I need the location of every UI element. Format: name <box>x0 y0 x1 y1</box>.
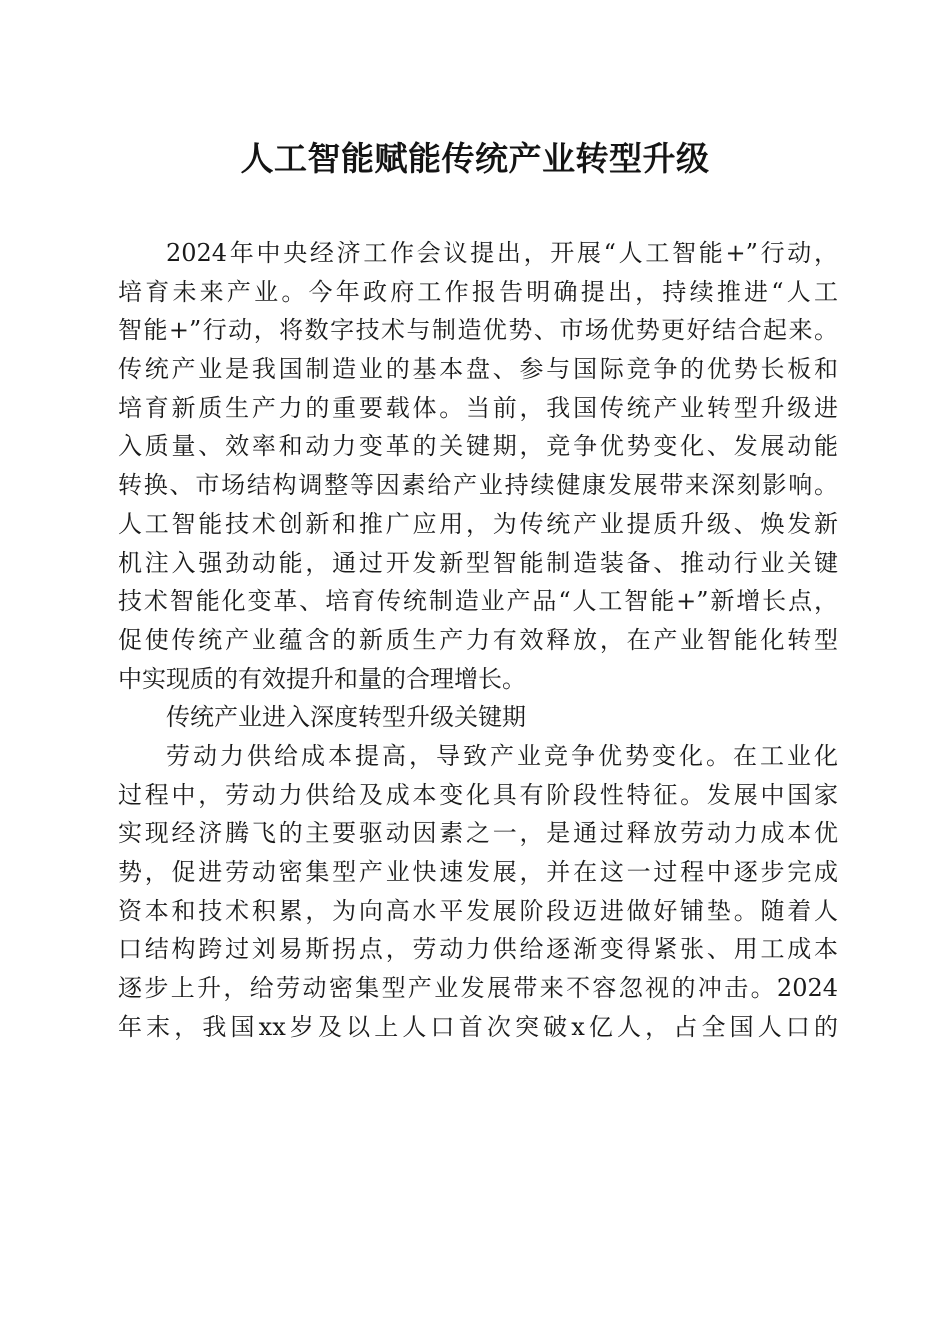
document-body <box>118 234 838 1046</box>
text-line: 口结构跨过刘易斯拐点，劳动力供给逐渐变得紧张、用工成本 <box>118 935 838 964</box>
text-line: 2024年中央经济工作会议提出，开展“人工智能+”行动， <box>166 239 838 267</box>
document-title: 人工智能赋能传统产业转型升级 <box>240 139 710 178</box>
text-line: 资本和技术积累，为向高水平发展阶段迈进做好铺垫。随着人 <box>118 896 838 925</box>
text-line: 势，促进劳动密集型产业快速发展，并在这一过程中逐步完成 <box>118 858 838 886</box>
text-line: 技术智能化变革、培育传统制造业产品“人工智能+”新增长点， <box>118 587 838 616</box>
text-line: 逐步上升，给劳动密集型产业发展带来不容忽视的冲击。2024 <box>118 974 838 1003</box>
text-line: 过程中，劳动力供给及成本变化具有阶段性特征。发展中国家 <box>118 780 838 809</box>
text-line: 培育新质生产力的重要载体。当前，我国传统产业转型升级进 <box>118 393 838 422</box>
text-line: 促使传统产业蕴含的新质生产力有效释放，在产业智能化转型 <box>118 625 838 654</box>
text-line: 转换、市场结构调整等因素给产业持续健康发展带来深刻影响。 <box>118 471 838 500</box>
text-line: 机注入强劲动能，通过开发新型智能制造装备、推动行业关键 <box>118 548 838 577</box>
text-line: 年末，我国xx岁及以上人口首次突破x亿人，占全国人口的 <box>118 1012 838 1041</box>
text-line: 传统产业是我国制造业的基本盘、参与国际竞争的优势长板和 <box>118 355 838 384</box>
section-heading: 传统产业进入深度转型升级关键期 <box>166 703 526 732</box>
text-line: 劳动力供给成本提高，导致产业竞争优势变化。在工业化 <box>166 741 838 770</box>
text-line: 人工智能技术创新和推广应用，为传统产业提质升级、焕发新 <box>118 509 838 538</box>
text-line: 中实现质的有效提升和量的合理增长。 <box>118 664 526 693</box>
text-line: 入质量、效率和动力变革的关键期，竞争优势变化、发展动能 <box>118 432 838 461</box>
paragraph-intro <box>118 234 838 698</box>
text-line: 培育未来产业。今年政府工作报告明确提出，持续推进“人工 <box>118 277 838 306</box>
paragraph-labor <box>118 737 838 1047</box>
text-line: 实现经济腾飞的主要驱动因素之一，是通过释放劳动力成本优 <box>118 819 838 848</box>
text-line: 智能+”行动，将数字技术与制造优势、市场优势更好结合起来。 <box>118 316 838 345</box>
